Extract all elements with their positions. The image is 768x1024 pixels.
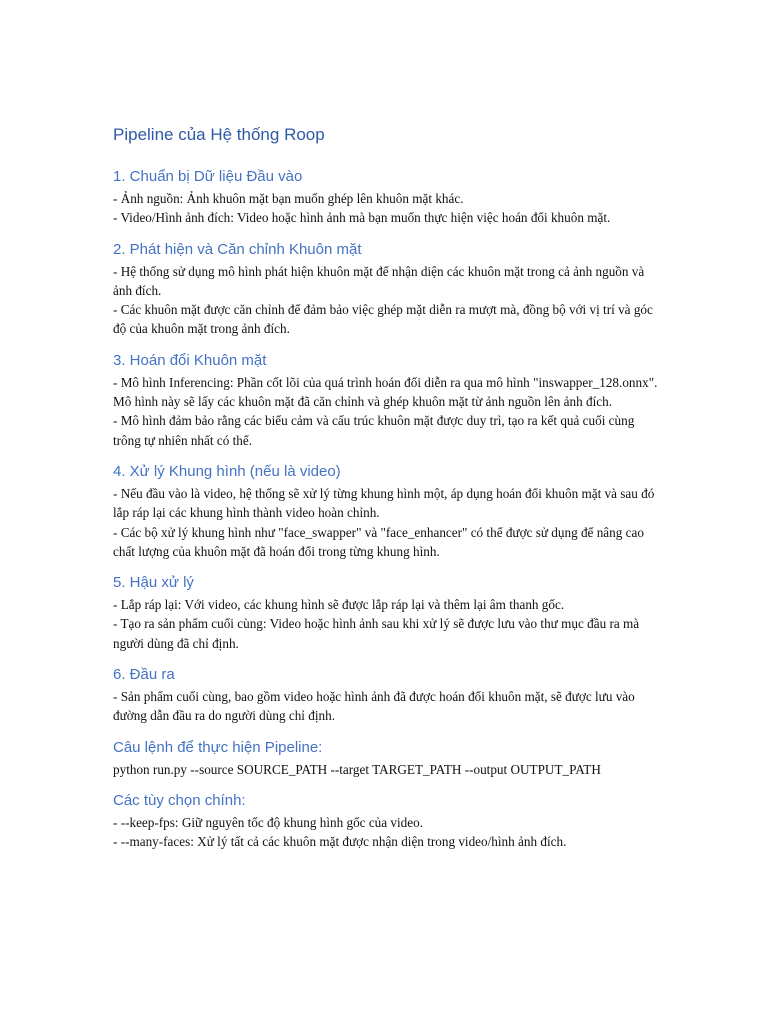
section-frame-processing — [113, 462, 658, 561]
paragraph: - Các bộ xử lý khung hình như "face_swapper" và "face_enhancer" có thể được sử dụng để nâng cao chất lượng của khuôn mặt đã hoán đổi trong từng khung hình. — [113, 524, 644, 559]
section-heading: 6. Đầu ra — [113, 666, 175, 684]
paragraph: - Video/Hình ảnh đích: Video hoặc hình ảnh mà bạn muốn thực hiện việc hoán đổi khuôn mặt. — [113, 210, 611, 226]
paragraph: - Nếu đầu vào là video, hệ thống sẽ xử lý từng khung hình một, áp dụng hoán đổi khuôn mặt và sau đó lắp ráp lại các khung hình thành video hoàn chỉnh. — [113, 485, 655, 521]
section-post-processing — [113, 573, 658, 653]
paragraph: - Các khuôn mặt được căn chỉnh để đảm bảo việc ghép mặt diễn ra mượt mà, đồng bộ với vị trí và góc độ của khuôn mặt trong ảnh đích. — [113, 302, 653, 337]
section-command — [113, 738, 658, 779]
option-keep-fps: - --keep-fps: Giữ nguyên tốc độ khung hình gốc của video. — [113, 814, 424, 830]
document-body — [113, 124, 658, 864]
paragraph: - Mô hình Inferencing: Phần cốt lõi của quá trình hoán đổi diễn ra qua mô hình "inswapper_128.onnx". Mô hình này sẽ lấy các khuôn mặt đã căn chỉnh và ghép khuôn mặt từ ảnh nguồn lên ảnh đích. — [113, 374, 658, 410]
section-output — [113, 665, 658, 726]
paragraph: - Ảnh nguồn: Ảnh khuôn mặt bạn muốn ghép lên khuôn mặt khác. — [113, 191, 464, 206]
paragraph: - Lắp ráp lại: Với video, các khung hình sẽ được lắp ráp lại và thêm lại âm thanh gốc. — [113, 597, 565, 613]
section-heading: 3. Hoán đổi Khuôn mặt — [113, 351, 267, 369]
page-title: Pipeline của Hệ thống Roop — [113, 125, 325, 144]
section-heading: 2. Phát hiện và Căn chỉnh Khuôn mặt — [113, 240, 362, 258]
section-heading: 1. Chuẩn bị Dữ liệu Đầu vào — [113, 168, 303, 185]
section-heading: Các tùy chọn chính: — [113, 791, 246, 809]
section-input-data — [113, 167, 658, 228]
section-face-detection — [113, 240, 658, 339]
section-heading: 5. Hậu xử lý — [113, 574, 194, 592]
section-heading: 4. Xử lý Khung hình (nếu là video) — [113, 462, 341, 480]
paragraph: - Hệ thống sử dụng mô hình phát hiện khuôn mặt để nhận diện các khuôn mặt trong cả ảnh nguồn và ảnh đích. — [113, 263, 645, 298]
paragraph: - Tạo ra sản phẩm cuối cùng: Video hoặc hình ảnh sau khi xử lý sẽ được lưu vào thư mục đầu ra mà người dùng đã chỉ định. — [113, 616, 640, 651]
section-options — [113, 791, 658, 852]
section-heading: Câu lệnh để thực hiện Pipeline: — [113, 738, 323, 756]
paragraph: - Mô hình đảm bảo rằng các biểu cảm và cấu trúc khuôn mặt được duy trì, tạo ra kết quả cuối cùng trông tự nhiên nhất có thể. — [113, 413, 635, 448]
command-line: python run.py --source SOURCE_PATH --target TARGET_PATH --output OUTPUT_PATH — [113, 761, 601, 777]
section-face-swap — [113, 351, 658, 450]
option-many-faces: - --many-faces: Xử lý tất cả các khuôn mặt được nhận diện trong video/hình ảnh đích. — [113, 834, 567, 850]
paragraph: - Sản phẩm cuối cùng, bao gồm video hoặc hình ảnh đã được hoán đổi khuôn mặt, sẽ được lưu vào đường dẫn đầu ra do người dùng chỉ định. — [113, 689, 635, 724]
